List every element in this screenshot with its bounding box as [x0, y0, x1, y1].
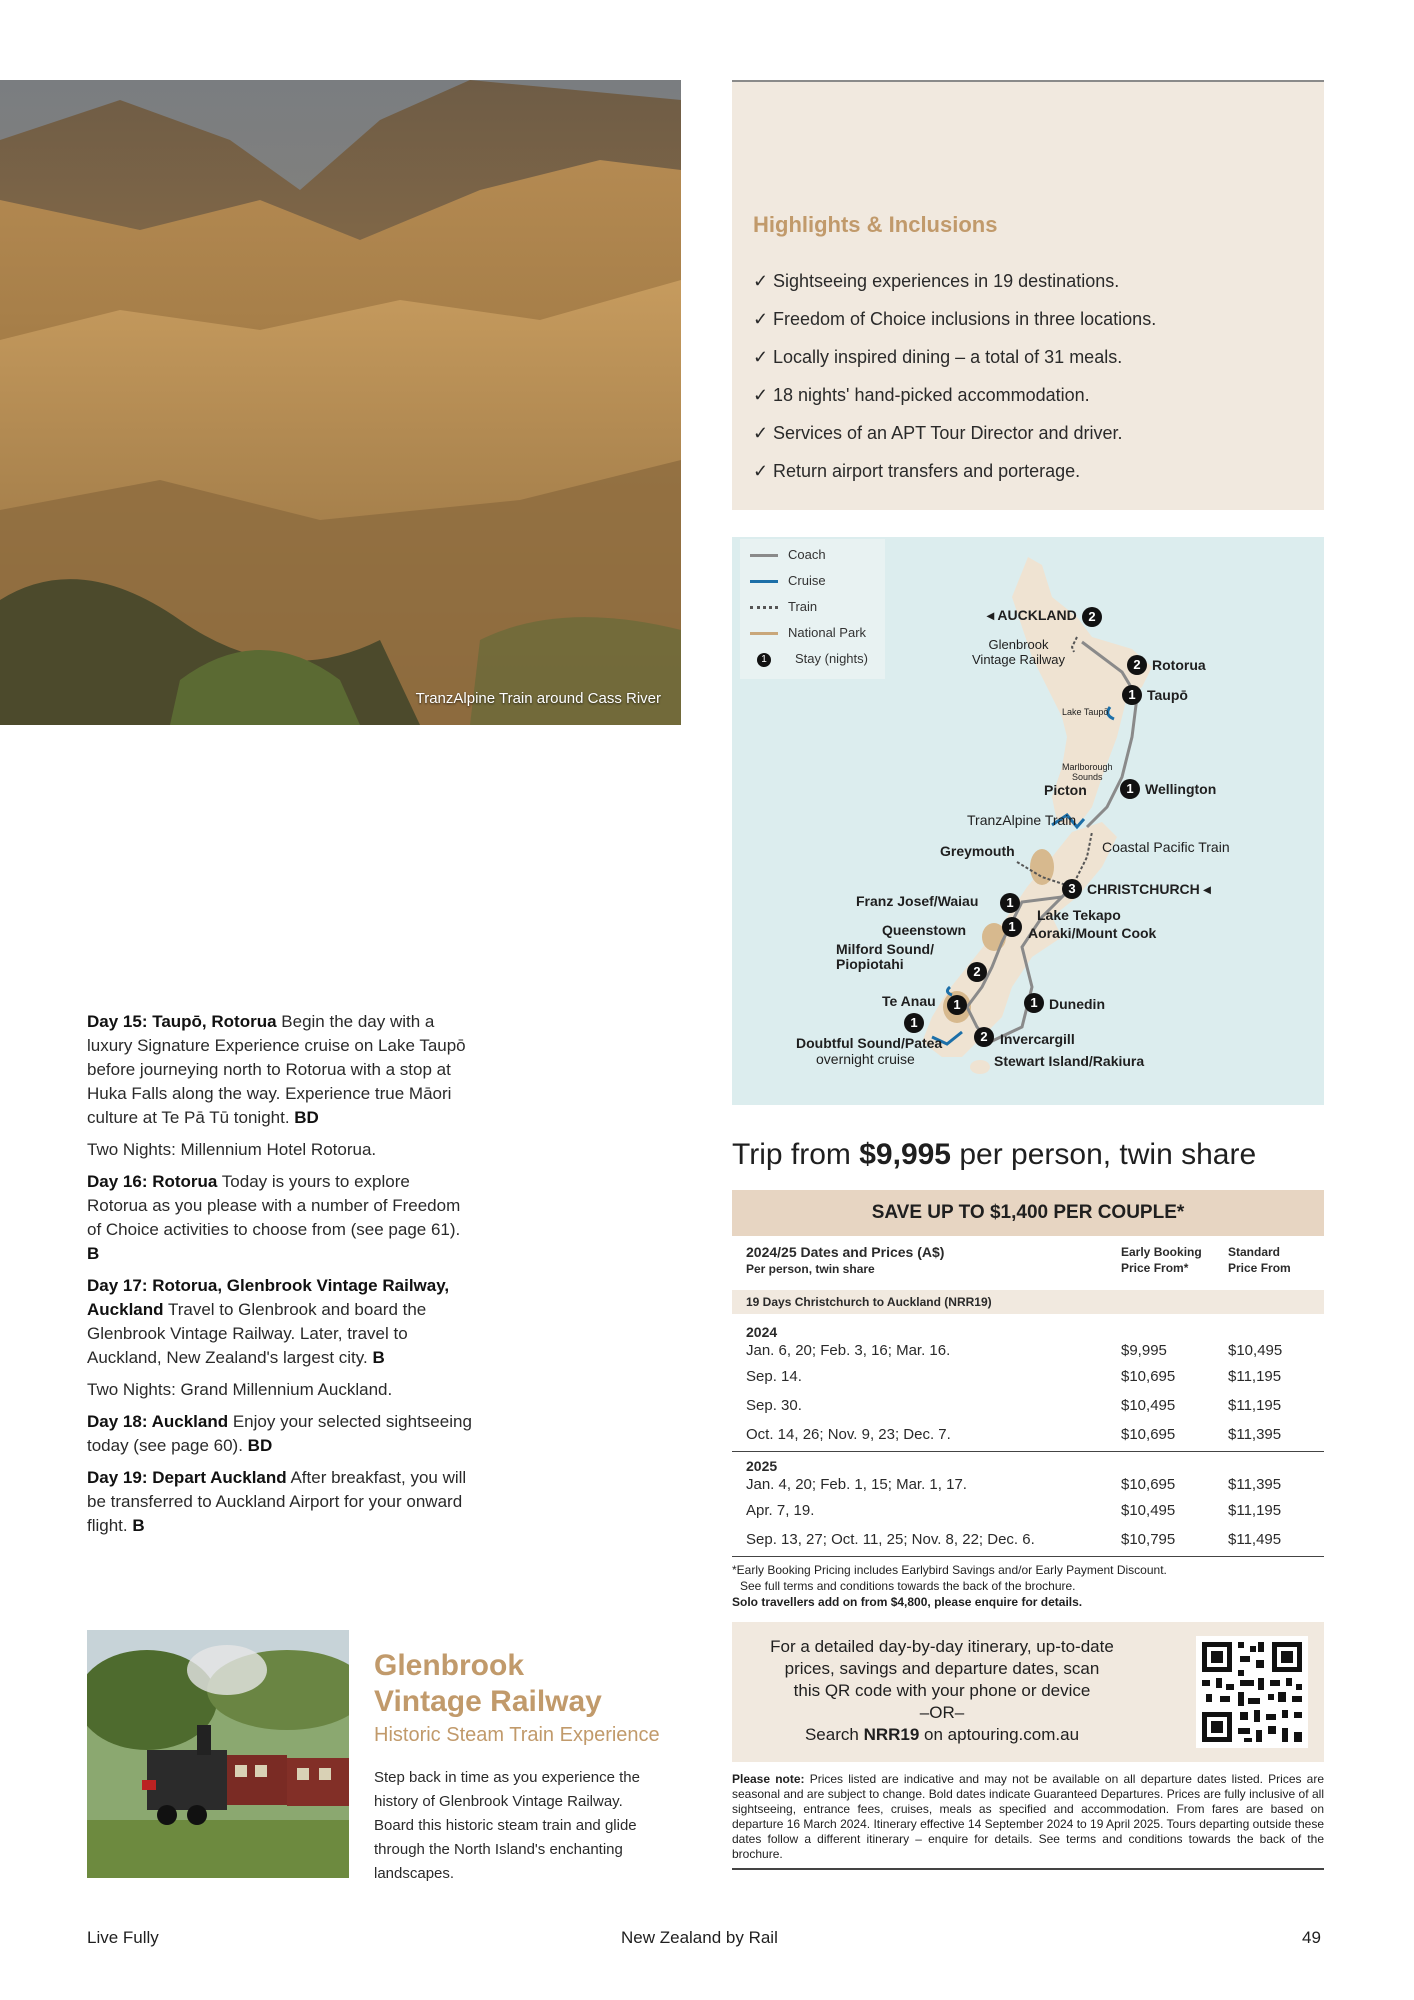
label-lake-tekapo: Lake Tekapo: [1037, 907, 1121, 923]
itinerary-day: Day 17: Rotorua, Glenbrook Vintage Railway, Auckland Travel to Glenbrook and board the Glenbrook Vintage Railway. Later, travel to Auckland, New Zealand's largest city. B: [87, 1276, 450, 1367]
label-stewart-island: Stewart Island/Rakiura: [994, 1053, 1145, 1069]
save-banner: SAVE UP TO $1,400 PER COUPLE*: [732, 1190, 1324, 1236]
year-label: 2025: [746, 1458, 778, 1474]
label-te-anau: Te Anau: [882, 993, 936, 1009]
itinerary: [87, 1010, 472, 1546]
label-auckland: ◂ AUCKLAND: [987, 607, 1077, 623]
stay-aoraki: 1: [1002, 917, 1022, 937]
label-coastal: Coastal Pacific Train: [1102, 839, 1230, 855]
table-row: Jan. 4, 20; Feb. 1, 15; Mar. 1, 17. $10,695 $11,395: [746, 1476, 1282, 1493]
hero-photo: [0, 80, 681, 725]
check-icon: ✓: [753, 385, 769, 405]
stay-dunedin: 1: [1024, 993, 1044, 1013]
itinerary-day: Day 19: Depart Auckland After breakfast, you will be transferred to Auckland Airport for your onward flight. B: [87, 1468, 467, 1535]
highlights-title: Highlights & Inclusions: [753, 212, 998, 237]
list-item: ✓ 18 nights' hand-picked accommodation.: [753, 376, 1156, 414]
table-row: Oct. 14, 26; Nov. 9, 23; Dec. 7. $10,695 $11,395: [746, 1426, 1282, 1443]
check-icon: ✓: [753, 309, 769, 329]
check-icon: ✓: [753, 271, 769, 291]
label-rotorua: Rotorua: [1152, 657, 1206, 673]
label-overnight-cruise: overnight cruise: [816, 1051, 915, 1067]
list-item: ✓ Services of an APT Tour Director and driver.: [753, 414, 1156, 452]
standard-price-header: Standard Price From: [1228, 1245, 1291, 1275]
page-number: 49: [1302, 1928, 1321, 1947]
route-row: 19 Days Christchurch to Auckland (NRR19): [732, 1290, 1324, 1314]
legend-coach: Coach: [750, 547, 826, 562]
glenbrook-body: Step back in time as you experience the history of Glenbrook Vintage Railway. Board this historic steam train and glide through the North Island's enchanting landscapes.: [374, 1769, 640, 1882]
please-note: Please note: Prices listed are indicative and may not be available on all departure dates listed. Prices are seasonal and are subject to change. Bold dates indicate Guaranteed Departures. Prices are fully inclusive of all sightseeing, entrance fees, cruises, meals as specified and accommodation. From fares are based on departure 16 March 2024. Itinerary effective 14 September 2024 to 19 April 2025. Tours departing outside these dates follow a different itinerary – enquire for details. See terms and conditions towards the back of the brochure.: [732, 1772, 1324, 1870]
table-row: Sep. 30. $10,495 $11,195: [746, 1397, 1282, 1414]
itinerary-day: Day 16: Rotorua Today is yours to explore Rotorua as you please with a number of Freedom of Choice activities to choose from (see page 61). B: [87, 1172, 461, 1263]
itinerary-day: Day 15: Taupō, Rotorua Begin the day with a luxury Signature Experience cruise on Lake Taupō before journeying north to Rotorua with a stop at Huka Falls along the way. Experience true Māori culture at Te Pā Tū tonight. BD: [87, 1012, 466, 1127]
stay-wellington: 1: [1120, 779, 1140, 799]
legend-cruise: Cruise: [750, 573, 826, 588]
label-dunedin: Dunedin: [1049, 996, 1105, 1012]
table-divider: [732, 1556, 1324, 1557]
legend-stay: 1 Stay (nights): [750, 651, 868, 667]
list-item: ✓ Sightseeing experiences in 19 destinations.: [753, 262, 1156, 300]
highlights-panel: [732, 80, 1324, 510]
stay-invercargill: 2: [974, 1027, 994, 1047]
price-table-header: [732, 1240, 1324, 1284]
price-footnotes: *Early Booking Pricing includes Earlybird Savings and/or Early Payment Discount. See full terms and conditions towards the back of the brochure. Solo travellers add on from $4,800, please enquire for details.: [732, 1563, 1167, 1609]
stay-te-anau: 1: [947, 995, 967, 1015]
label-milford: Milford Sound/ Piopiotahi: [836, 941, 934, 972]
label-lake-taupo: Lake Taupō: [1062, 707, 1109, 717]
list-item: ✓ Freedom of Choice inclusions in three locations.: [753, 300, 1156, 338]
list-item: ✓ Locally inspired dining – a total of 31 meals.: [753, 338, 1156, 376]
stay-nights-icon: 1: [757, 653, 771, 667]
route-map: [732, 537, 1324, 1105]
label-wellington: Wellington: [1145, 781, 1217, 797]
stay-auckland: 2: [1082, 607, 1102, 627]
table-divider: [732, 1451, 1324, 1452]
label-christchurch: CHRISTCHURCH ◂: [1087, 881, 1211, 897]
qr-code-icon[interactable]: [1196, 1636, 1308, 1748]
label-invercargill: Invercargill: [1000, 1031, 1075, 1047]
label-taupo: Taupō: [1147, 687, 1188, 703]
stay-taupo: 1: [1122, 685, 1142, 705]
glenbrook-subtitle: Historic Steam Train Experience: [374, 1724, 660, 1746]
mountain-landscape-image: [0, 80, 681, 725]
tour-code: NRR19: [863, 1725, 920, 1744]
hero-caption: TranzAlpine Train around Cass River: [415, 690, 661, 707]
stay-christchurch: 3: [1062, 879, 1082, 899]
table-row: Sep. 13, 27; Oct. 11, 25; Nov. 8, 22; Dec. 6. $10,795 $11,495: [746, 1531, 1282, 1548]
check-icon: ✓: [753, 461, 769, 481]
early-booking-header: Early Booking Price From*: [1121, 1245, 1202, 1275]
label-greymouth: Greymouth: [940, 843, 1015, 859]
label-aoraki: Aoraki/Mount Cook: [1028, 925, 1157, 941]
map-legend: [740, 539, 885, 679]
check-icon: ✓: [753, 423, 769, 443]
accommodation-note: Two Nights: Grand Millennium Auckland.: [87, 1380, 393, 1399]
label-picton: Picton: [1044, 782, 1087, 798]
price-table: [732, 1240, 1324, 1557]
steam-train-photo: [87, 1630, 349, 1878]
stay-doubtful-sound: 1: [904, 1013, 924, 1033]
stay-franz-josef: 1: [1000, 893, 1020, 913]
trip-price: $9,995: [859, 1138, 951, 1171]
highlights-list: [753, 262, 1156, 490]
qr-text: For a detailed day-by-day itinerary, up-to-date prices, savings and departure dates, scan this QR code with your phone or device –OR– Search NRR19 on aptouring.com.au: [770, 1637, 1114, 1744]
label-franz-josef: Franz Josef/Waiau: [856, 893, 979, 909]
footer-section: New Zealand by Rail: [621, 1928, 778, 1947]
footer-brand: Live Fully: [87, 1928, 159, 1947]
label-glenbrook: Glenbrook Vintage Railway: [972, 637, 1065, 667]
legend-park: National Park: [750, 625, 866, 640]
glenbrook-title: Glenbrook Vintage Railway: [374, 1649, 602, 1718]
stay-rotorua: 2: [1127, 655, 1147, 675]
trip-price-headline: Trip from $9,995 per person, twin share: [732, 1138, 1257, 1171]
stay-queenstown: 2: [967, 962, 987, 982]
accommodation-note: Two Nights: Millennium Hotel Rotorua.: [87, 1140, 377, 1159]
table-row: Apr. 7, 19. $10,495 $11,195: [746, 1502, 1282, 1519]
qr-panel: [732, 1622, 1324, 1762]
legend-train: Train: [750, 599, 817, 614]
table-row: Jan. 6, 20; Feb. 3, 16; Mar. 16. $9,995 $10,495: [746, 1342, 1283, 1359]
label-tranzalpine: TranzAlpine Train: [967, 812, 1077, 828]
itinerary-day: Day 18: Auckland Enjoy your selected sightseeing today (see page 60). BD: [87, 1412, 472, 1455]
list-item: ✓ Return airport transfers and porterage.: [753, 452, 1156, 490]
label-marlborough: Marlborough Sounds: [1062, 762, 1113, 782]
label-queenstown: Queenstown: [882, 922, 967, 938]
year-label: 2024: [746, 1324, 778, 1340]
price-table-title: 2024/25 Dates and Prices (A$) Per person, twin share: [746, 1244, 945, 1276]
table-row: Sep. 14. $10,695 $11,195: [746, 1368, 1282, 1385]
label-doubtful-sound: Doubtful Sound/Patea: [796, 1035, 943, 1051]
check-icon: ✓: [753, 347, 769, 367]
